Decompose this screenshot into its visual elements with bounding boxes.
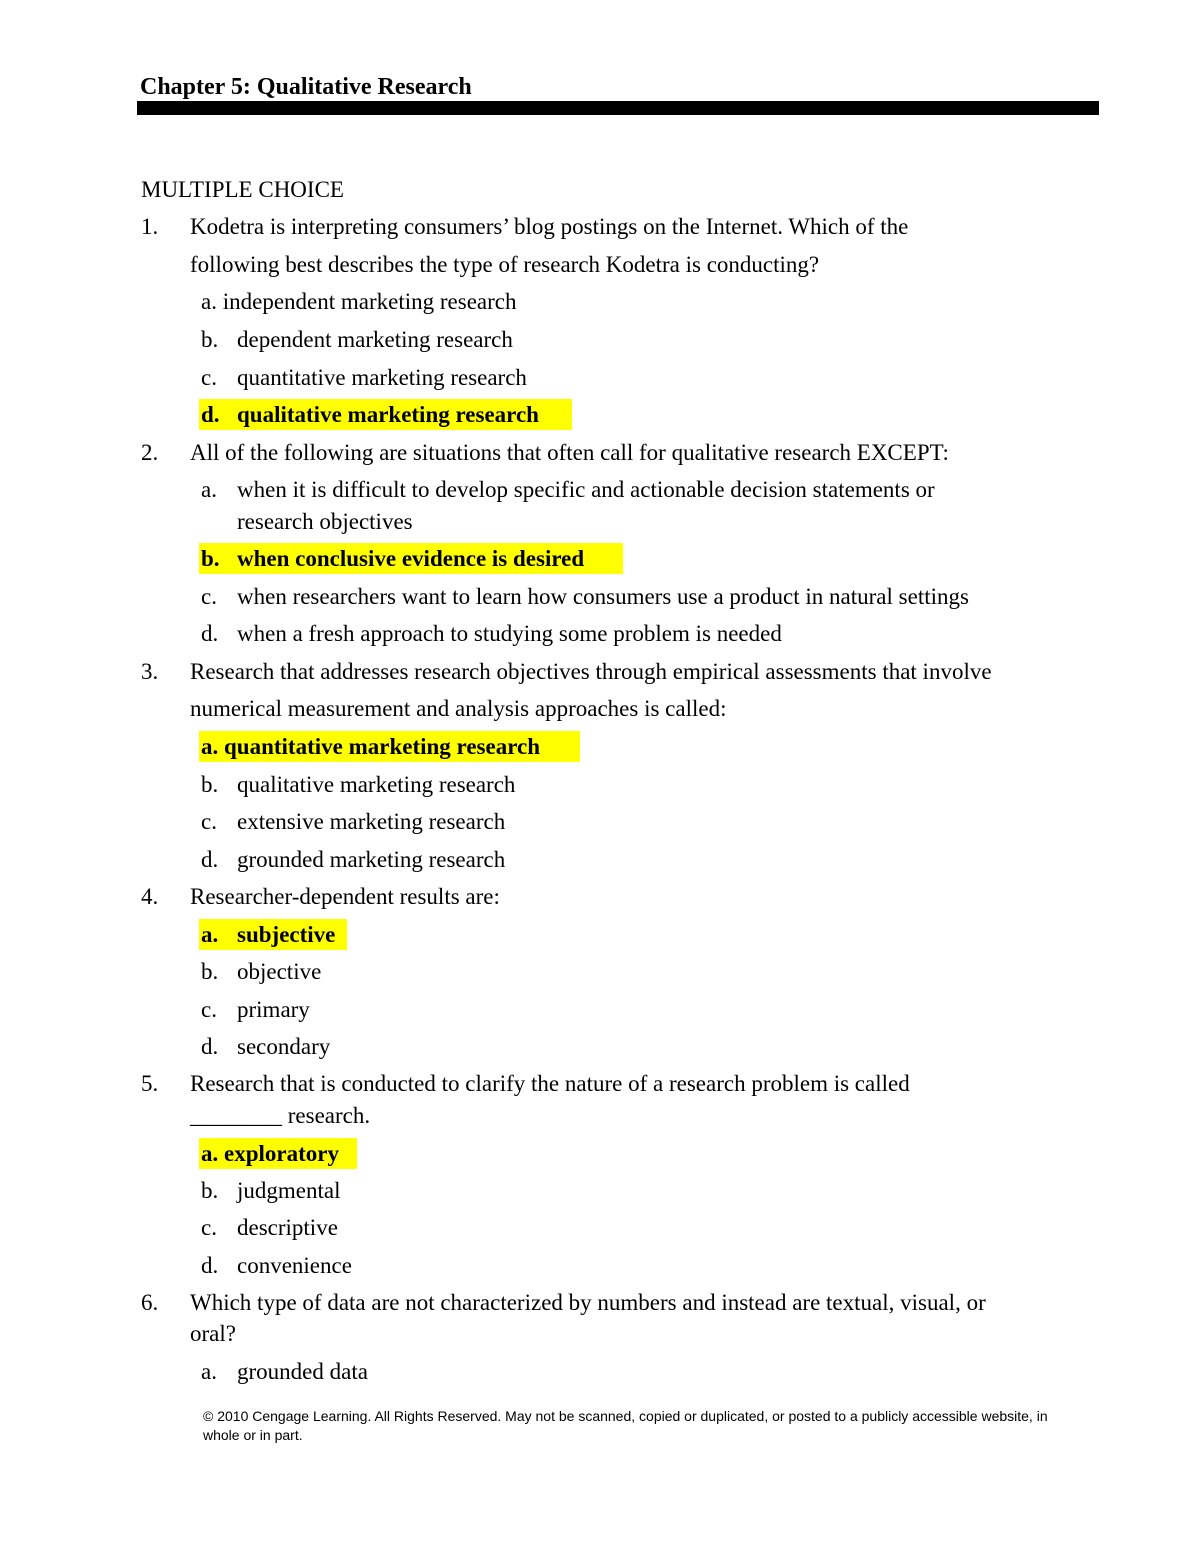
question-2-number: 2. — [141, 440, 159, 465]
question-1-option-b-letter: b. — [201, 327, 219, 352]
question-2-option-b-letter: b. — [201, 546, 220, 571]
question-2-option-a-text: when it is difficult to develop specific and actionable decision statements or — [237, 477, 935, 502]
question-3-option-b-text: qualitative marketing research — [237, 772, 516, 797]
question-5-option-d-text: convenience — [237, 1253, 352, 1278]
question-3-option-d-letter: d. — [201, 847, 219, 872]
option-text: independent marketing research — [222, 289, 517, 314]
question-5-option-c-letter: c. — [201, 1215, 217, 1240]
option-letter: a. — [201, 1141, 219, 1166]
question-5-option-d-letter: d. — [201, 1253, 219, 1278]
question-6-text-line-2: oral? — [190, 1321, 236, 1346]
question-5-number: 5. — [141, 1071, 159, 1096]
question-5-option-a — [201, 1140, 339, 1168]
question-1-option-d-letter: d. — [201, 402, 220, 427]
question-3-option-c-text: extensive marketing research — [237, 809, 506, 834]
question-2-option-b-text: when conclusive evidence is desired — [237, 546, 585, 571]
question-6-text-line-1: Which type of data are not characterized by numbers and instead are textual, visual, or — [190, 1290, 986, 1315]
title-rule — [137, 101, 1099, 115]
question-1-option-d-text: qualitative marketing research — [237, 402, 539, 427]
question-5-option-b-letter: b. — [201, 1178, 219, 1203]
question-2-option-d-text: when a fresh approach to studying some problem is needed — [237, 621, 782, 646]
option-letter: a. — [201, 734, 219, 759]
question-2-option-d-letter: d. — [201, 621, 219, 646]
question-4-option-d-letter: d. — [201, 1034, 219, 1059]
question-1-text-line-1: Kodetra is interpreting consumers’ blog postings on the Internet. Which of the — [190, 214, 909, 239]
option-text: exploratory — [224, 1141, 339, 1166]
question-5-option-c-text: descriptive — [237, 1215, 338, 1240]
question-6-option-a-text: grounded data — [237, 1359, 368, 1384]
question-5-option-b-text: judgmental — [237, 1178, 341, 1203]
question-1-option-c-letter: c. — [201, 365, 217, 390]
question-2-text-line-1: All of the following are situations that often call for qualitative research EXCEPT: — [190, 440, 949, 465]
question-6-number: 6. — [141, 1290, 159, 1315]
option-letter: a. — [201, 289, 217, 314]
question-1-option-b-text: dependent marketing research — [237, 327, 513, 352]
question-4-text-line-1: Researcher-dependent results are: — [190, 884, 500, 909]
question-3-option-a — [201, 733, 540, 761]
question-2-option-c-letter: c. — [201, 584, 217, 609]
copyright-footer: © 2010 Cengage Learning. All Rights Reserved. May not be scanned, copied or duplicated, or posted to a publicly accessible website, in whole or in part. — [203, 1408, 1048, 1443]
question-3-option-d-text: grounded marketing research — [237, 847, 506, 872]
question-4-option-c-letter: c. — [201, 997, 217, 1022]
question-2-option-c-text: when researchers want to learn how consumers use a product in natural settings — [237, 584, 969, 609]
question-4-option-c-text: primary — [237, 997, 310, 1022]
question-4-option-b-text: objective — [237, 959, 322, 984]
question-1-option-a — [201, 288, 516, 316]
question-3-number: 3. — [141, 659, 159, 684]
question-2-option-a-text-line-2: research objectives — [237, 509, 413, 534]
question-1-option-c-text: quantitative marketing research — [237, 365, 527, 390]
chapter-title: Chapter 5: Qualitative Research — [140, 74, 472, 100]
question-3-text-line-1: Research that addresses research objectives through empirical assessments that involve — [190, 659, 992, 684]
question-4-option-a-letter: a. — [201, 922, 219, 947]
question-1-text-line-2: following best describes the type of research Kodetra is conducting? — [190, 252, 820, 277]
question-6-option-a-letter: a. — [201, 1359, 217, 1384]
question-1-number: 1. — [141, 214, 159, 239]
question-4-option-a-text: subjective — [237, 922, 336, 947]
question-4-option-b-letter: b. — [201, 959, 219, 984]
question-3-text-line-2: numerical measurement and analysis approaches is called: — [190, 696, 727, 721]
option-text: quantitative marketing research — [224, 734, 541, 759]
section-heading: MULTIPLE CHOICE — [141, 177, 344, 202]
question-4-number: 4. — [141, 884, 159, 909]
question-2-option-a-letter: a. — [201, 477, 217, 502]
question-3-option-c-letter: c. — [201, 809, 217, 834]
question-4-option-d-text: secondary — [237, 1034, 331, 1059]
question-5-text-line-1: Research that is conducted to clarify the nature of a research problem is called — [190, 1071, 910, 1096]
question-5-text-line-2: ________ research. — [190, 1103, 371, 1128]
question-3-option-b-letter: b. — [201, 772, 219, 797]
